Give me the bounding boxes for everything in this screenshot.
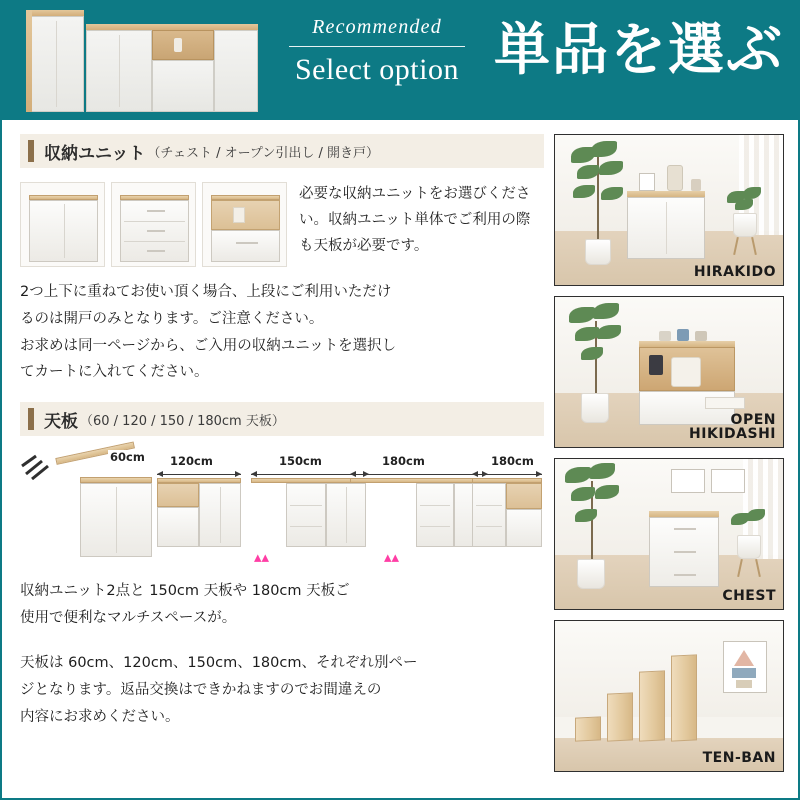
board-sample-4 [671, 654, 697, 741]
header-furniture-photo [24, 8, 260, 112]
storage-unit-note-line-4: てカートに入れてください。 [20, 364, 209, 381]
chest-150 [286, 483, 326, 547]
top-board-note-line-2: ジとなります。返品交換はできかねますのでお間違えの [20, 681, 382, 698]
board-sample-2 [607, 692, 633, 741]
pink-arrow-right: ▴▴ [384, 548, 400, 567]
cabinet-150-right [326, 483, 366, 547]
section-subtitle-storage-unit: （チェスト / オープン引出し / 開き戸） [147, 145, 380, 161]
top-board-caption-line-2: 使用で便利なマルチスペースが。 [20, 610, 237, 627]
dim-arrow-180-b [472, 474, 542, 475]
section-heading-storage-unit [20, 134, 544, 168]
top-board-note [20, 650, 544, 730]
motion-lines-icon [20, 450, 54, 480]
storage-unit-intro-text: 必要な収納ユニットをお選びください。収納ユニット単体でご利用の際も天板が必要です。 [299, 186, 531, 254]
top-board-note-line-1: 天板は 60cm、120cm、150cm、180cm、それぞれ別ペー [20, 654, 418, 671]
open-unit-120 [157, 483, 199, 507]
dim-arrow-120 [157, 474, 241, 475]
chest-180a [416, 483, 454, 547]
board-sample-3 [639, 670, 665, 741]
page-header [2, 2, 798, 120]
dim-label-60: 60cm [110, 450, 145, 465]
page-body [2, 120, 798, 798]
top-board-caption-line-1: 収納ユニット2点と 150cm 天板や 180cm 天板ご [20, 583, 350, 600]
dim-label-180-a: 180cm [382, 454, 425, 469]
open-unit-180b [506, 483, 542, 509]
storage-unit-note-line-3: お求めは同一ページから、ご入用の収納ユニットを選択し [20, 337, 397, 354]
right-photo-column [554, 134, 784, 782]
top-board-diagram [20, 450, 544, 572]
storage-unit-note [20, 279, 544, 386]
dim-label-180-b: 180cm [491, 454, 534, 469]
photo-caption-chest: CHEST [722, 588, 776, 605]
section-accent-bar [28, 140, 34, 162]
header-japanese-title: 単品を選ぶ [494, 17, 784, 83]
header-center-block [264, 16, 490, 87]
section-accent-bar-2 [28, 408, 34, 430]
cabinet-180b-left [472, 483, 506, 547]
cabinet-60 [80, 483, 152, 557]
storage-unit-note-line-2: るのは開戸のみとなります。ご注意ください。 [20, 310, 324, 327]
photo-caption-open-hikidashi-line1: OPEN [730, 411, 776, 428]
header-recommended-text: Recommended [312, 16, 442, 38]
dim-arrow-180-a [350, 474, 488, 475]
header-divider [289, 46, 465, 47]
cabinet-120-right [199, 483, 241, 547]
dim-label-120: 120cm [170, 454, 213, 469]
section-title-top-board: 天板 [44, 411, 78, 432]
photo-open-hikidashi [554, 296, 784, 448]
photo-chest [554, 458, 784, 610]
pink-arrow-left: ▴▴ [254, 548, 270, 567]
storage-unit-row [20, 182, 544, 267]
section-subtitle-top-board: （60 / 120 / 150 / 180cm 天板） [80, 413, 285, 429]
section-title-storage-unit: 収納ユニット [44, 143, 146, 164]
chest-thumb [111, 182, 196, 267]
photo-caption-tenban: TEN-BAN [702, 750, 776, 767]
photo-caption-open-hikidashi [689, 413, 776, 442]
header-select-option-text: Select option [295, 53, 459, 86]
hirakido-thumb [20, 182, 105, 267]
board-sample-1 [575, 716, 601, 741]
storage-unit-note-line-1: 2つ上下に重ねてお使い頂く場合、上段にご利用いただけ [20, 284, 392, 300]
top-board-caption [20, 578, 544, 632]
open-hikidashi-thumb [202, 182, 287, 267]
dim-label-150: 150cm [279, 454, 322, 469]
photo-hirakido [554, 134, 784, 286]
section-heading-top-board [20, 402, 544, 436]
storage-unit-thumbnails [20, 182, 287, 267]
left-content-column [20, 134, 544, 730]
top-board-note-line-3: 内容にお求めください。 [20, 708, 180, 725]
photo-caption-open-hikidashi-line2: HIKIDASHI [689, 426, 776, 443]
photo-tenban [554, 620, 784, 772]
photo-caption-hirakido: HIRAKIDO [693, 264, 776, 281]
